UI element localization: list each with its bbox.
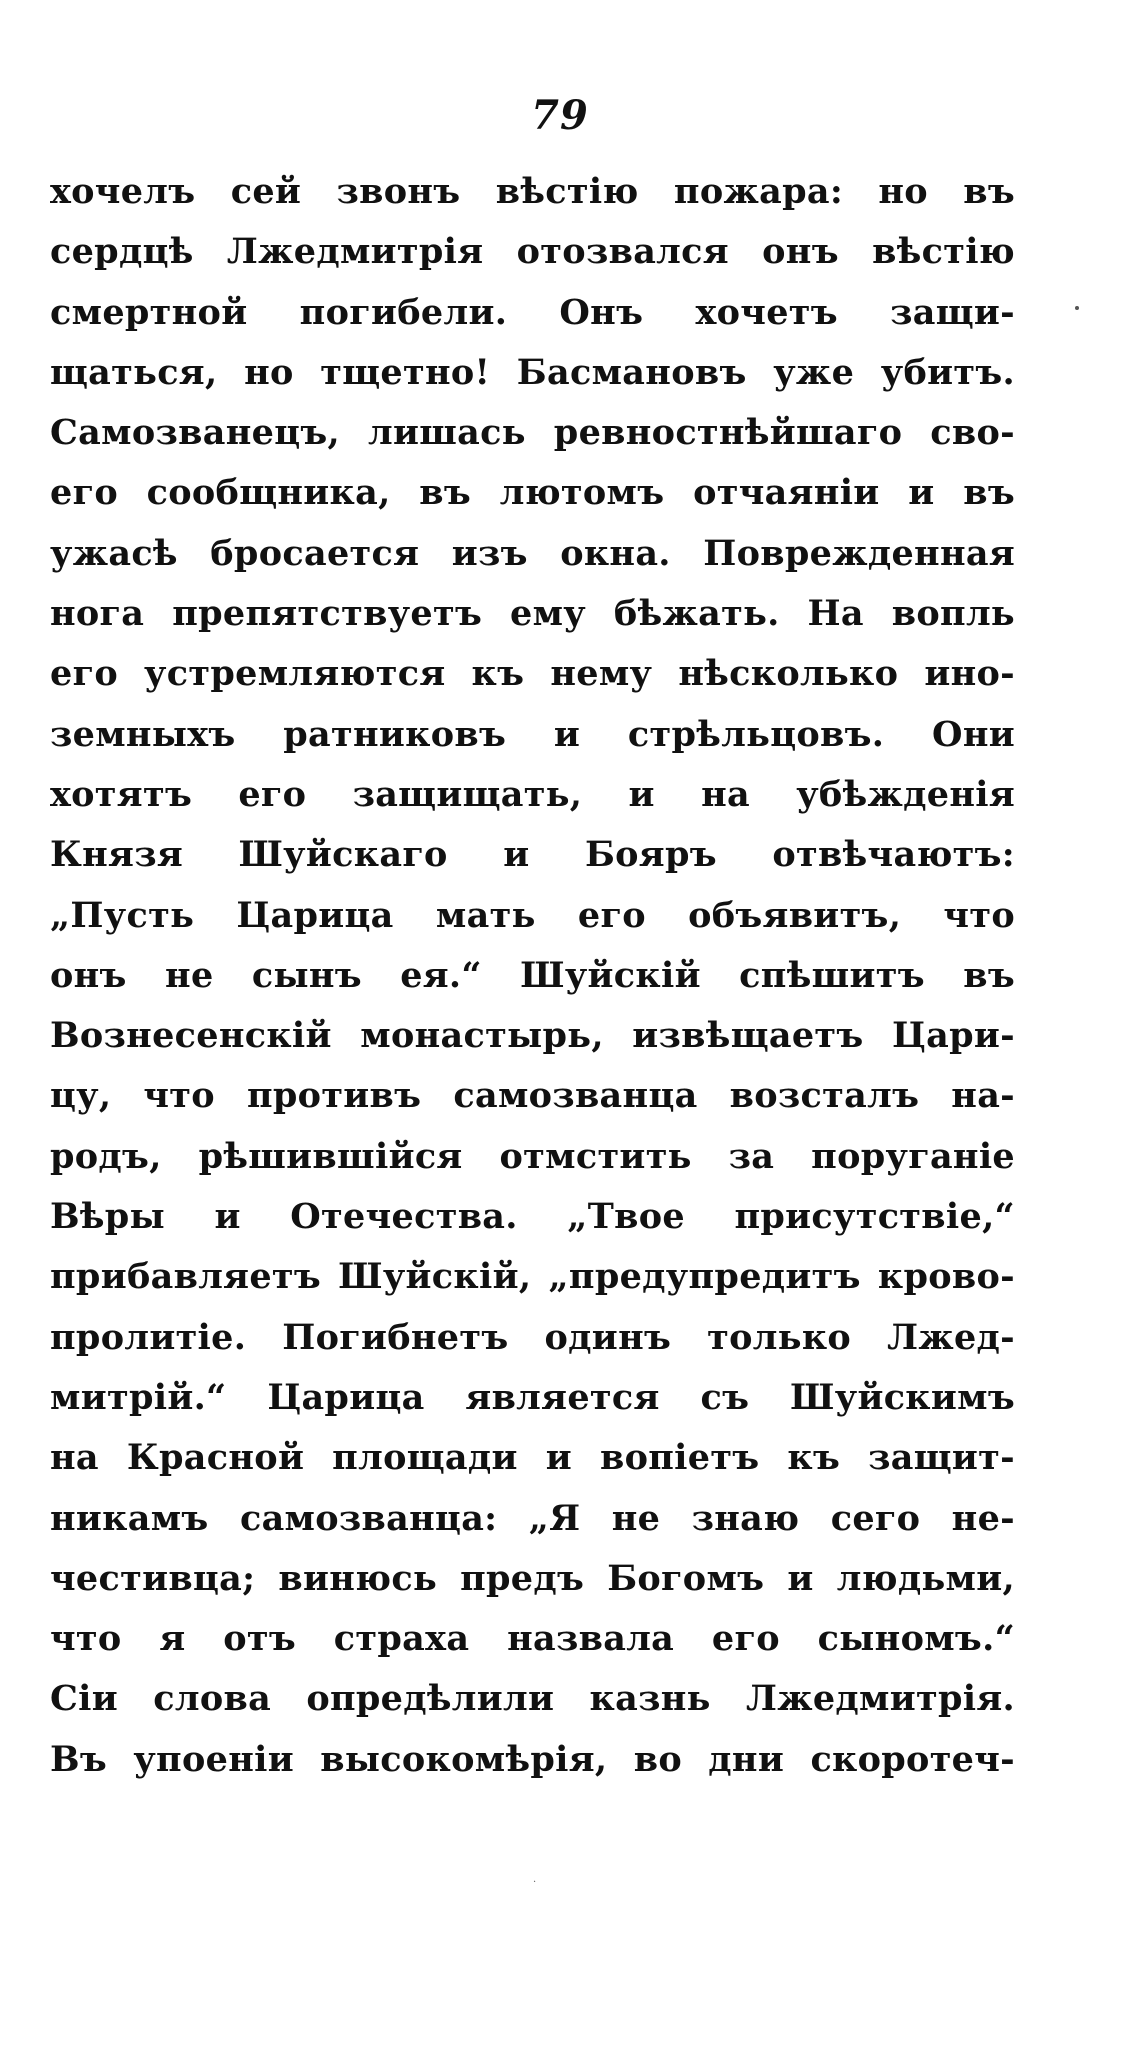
text-line: родъ, рѣшившійся отмстить за поруганіе	[50, 1135, 1015, 1177]
text-line: земныхъ ратниковъ и стрѣльцовъ. Они	[50, 713, 1015, 755]
text-line: его сообщника, въ лютомъ отчаяніи и въ	[50, 472, 1015, 514]
text-line: его устремляются къ нему нѣсколько ино-	[50, 653, 1015, 695]
text-line: митрій.“ Царица является съ Шуйскимъ	[50, 1376, 1015, 1418]
text-line: щаться, но тщетно! Басмановъ уже убитъ.	[50, 351, 1015, 393]
text-line: честивца; винюсь предъ Богомъ и людьми,	[50, 1557, 1015, 1599]
text-line: „Пусть Царица мать его объявитъ, что	[50, 894, 1015, 936]
text-line: смертной погибели. Онъ хочетъ защи-	[50, 291, 1015, 333]
text-line: никамъ самозванца: „Я не знаю сего не-	[50, 1497, 1015, 1539]
text-line: Въ упоеніи высокомѣрія, во дни скоротеч-	[50, 1738, 1015, 1780]
text-line: нога препятствуетъ ему бѣжать. На вопль	[50, 593, 1015, 635]
text-line: что я отъ страха назвала его сыномъ.“	[50, 1618, 1015, 1660]
text-line: прибавляетъ Шуйскій, „предупредитъ крово-	[50, 1256, 1015, 1298]
text-line: хотятъ его защищать, и на убѣжденія	[50, 773, 1015, 815]
text-line: хочелъ сей звонъ вѣстію пожара: но въ	[50, 171, 1015, 212]
text-line: сердцѣ Лжедмитрія отозвался онъ вѣстію	[50, 231, 1015, 273]
ink-speck: ·	[533, 1877, 537, 1888]
text-line: Сіи слова опредѣлили казнь Лжедмитрія.	[50, 1678, 1015, 1720]
text-line: онъ не сынъ ея.“ Шуйскій спѣшитъ въ	[50, 954, 1015, 996]
text-line: пролитіе. Погибнетъ одинъ только Лжед-	[50, 1316, 1015, 1358]
body-text	[50, 162, 1015, 1790]
page-number: 79	[531, 92, 589, 139]
text-line: Вѣры и Отечества. „Твое присутствіе,“	[50, 1196, 1015, 1238]
text-line: ужасѣ бросается изъ окна. Поврежденная	[50, 532, 1015, 574]
text-line: цу, что противъ самозванца возсталъ на-	[50, 1075, 1015, 1117]
text-line: Вознесенскій монастырь, извѣщаетъ Цари-	[50, 1015, 1015, 1057]
text-line: Самозванецъ, лишась ревностнѣйшаго сво-	[50, 412, 1015, 454]
text-line: на Красной площади и вопіетъ къ защит-	[50, 1437, 1015, 1479]
text-line: Князя Шуйскаго и Бояръ отвѣчаютъ:	[50, 834, 1015, 876]
ink-speck	[1075, 306, 1079, 310]
